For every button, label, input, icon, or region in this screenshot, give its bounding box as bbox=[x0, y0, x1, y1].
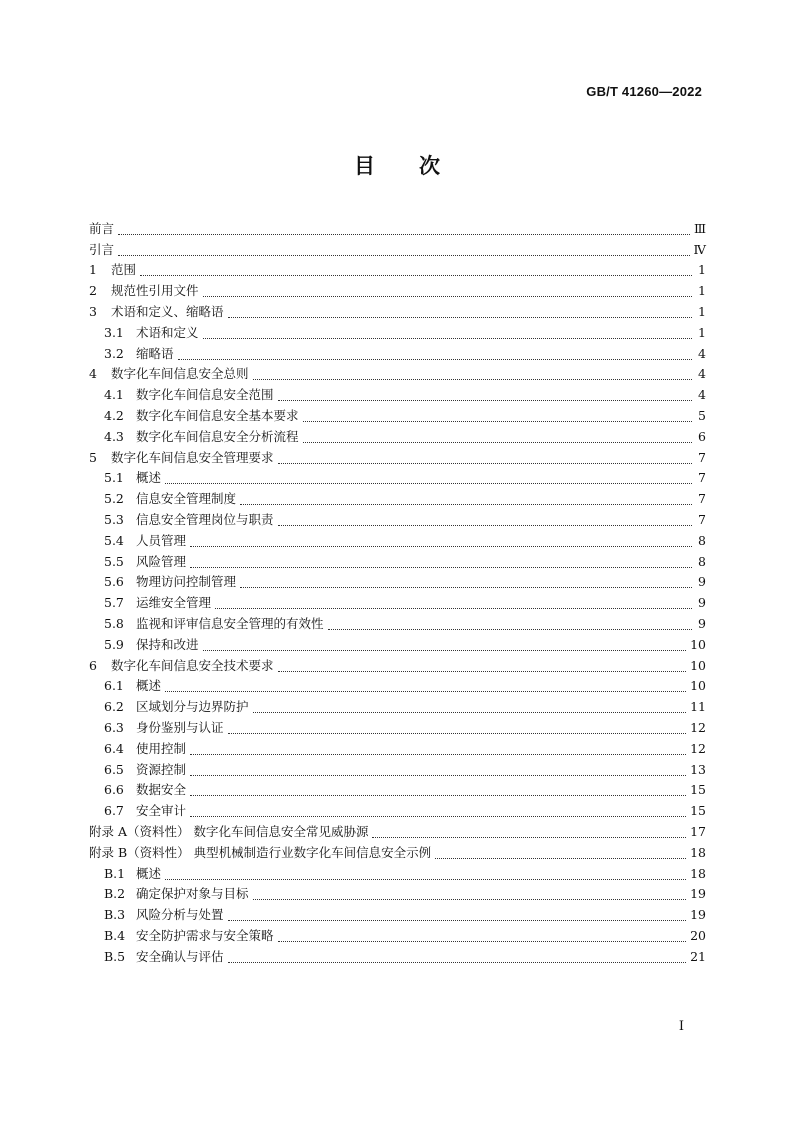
toc-entry-label: 风险分析与处置 bbox=[136, 907, 224, 923]
dot-leader bbox=[253, 711, 687, 713]
toc-entry[interactable] bbox=[89, 738, 706, 759]
toc-entry[interactable] bbox=[89, 364, 706, 385]
page-number: Ⅰ bbox=[678, 1019, 684, 1034]
dot-leader bbox=[372, 836, 686, 838]
dot-leader bbox=[278, 524, 692, 526]
toc-entry-number: 5.2 bbox=[104, 491, 124, 507]
dot-leader bbox=[178, 358, 692, 360]
toc-entry-number: B.1 bbox=[104, 865, 126, 881]
toc-entry-label: 附录 B（资料性） 典型机械制造行业数字化车间信息安全示例 bbox=[89, 844, 432, 860]
toc-entry[interactable] bbox=[89, 405, 706, 426]
toc-entry-number: 6.7 bbox=[104, 803, 124, 819]
toc-entry-page: 7 bbox=[698, 470, 706, 486]
toc-entry-number: 6 bbox=[89, 657, 97, 673]
toc-entry-page: 13 bbox=[690, 761, 706, 777]
toc-entry[interactable] bbox=[89, 946, 706, 967]
toc-entry-page: 9 bbox=[698, 574, 706, 590]
toc-entry-page: 19 bbox=[690, 886, 706, 902]
dot-leader bbox=[118, 254, 689, 256]
toc-entry-number: 5.4 bbox=[104, 532, 124, 548]
toc-entry[interactable] bbox=[89, 904, 706, 925]
toc-entry-number: B.4 bbox=[104, 927, 126, 943]
toc-entry-page: 4 bbox=[698, 345, 706, 361]
toc-entry-label: 安全确认与评估 bbox=[136, 948, 224, 964]
toc-entry-page: 10 bbox=[690, 657, 706, 673]
toc-entry-label: 术语和定义 bbox=[136, 324, 199, 340]
toc-entry-page: Ⅳ bbox=[693, 241, 706, 257]
toc-entry[interactable] bbox=[89, 343, 706, 364]
toc-entry[interactable] bbox=[89, 613, 706, 634]
toc-entry-label: 数字化车间信息安全总则 bbox=[111, 366, 249, 382]
toc-entry-label: 数据安全 bbox=[136, 782, 187, 798]
toc-entry-page: 1 bbox=[698, 303, 706, 319]
toc-entry[interactable] bbox=[89, 821, 706, 842]
toc-entry[interactable] bbox=[89, 530, 706, 551]
toc-entry-number: 6.5 bbox=[104, 761, 124, 777]
toc-entry-number: 5.9 bbox=[104, 636, 124, 652]
dot-leader bbox=[203, 295, 692, 297]
toc-entry[interactable] bbox=[89, 800, 706, 821]
toc-entry-number: 4.2 bbox=[104, 407, 124, 423]
toc-entry-label: 信息安全管理制度 bbox=[136, 491, 237, 507]
dot-leader bbox=[140, 274, 692, 276]
toc-entry-number: 2 bbox=[89, 283, 97, 299]
toc-entry[interactable] bbox=[89, 696, 706, 717]
toc-entry-page: 5 bbox=[698, 407, 706, 423]
dot-leader bbox=[190, 815, 686, 817]
toc-entry-page: 1 bbox=[698, 324, 706, 340]
toc-entry[interactable] bbox=[89, 884, 706, 905]
dot-leader bbox=[118, 233, 690, 235]
toc-entry-page: 12 bbox=[690, 740, 706, 756]
toc-entry-label: 人员管理 bbox=[136, 532, 187, 548]
toc-entry[interactable] bbox=[89, 239, 706, 260]
toc-entry[interactable] bbox=[89, 468, 706, 489]
toc-entry-page: 10 bbox=[690, 678, 706, 694]
toc-entry-page: 11 bbox=[690, 699, 706, 715]
toc-entry-label: 安全防护需求与安全策略 bbox=[136, 927, 274, 943]
toc-entry-number: 3.2 bbox=[104, 345, 124, 361]
toc-entry-page: 1 bbox=[698, 283, 706, 299]
toc-entry-label: 概述 bbox=[136, 470, 162, 486]
dot-leader bbox=[165, 690, 686, 692]
dot-leader bbox=[303, 420, 692, 422]
toc-entry-page: Ⅲ bbox=[693, 220, 706, 236]
toc-entry[interactable] bbox=[89, 592, 706, 613]
dot-leader bbox=[435, 857, 686, 859]
toc-entry-page: 7 bbox=[698, 491, 706, 507]
toc-entry-label: 信息安全管理岗位与职责 bbox=[136, 511, 274, 527]
toc-entry-page: 6 bbox=[698, 428, 706, 444]
toc-entry-page: 21 bbox=[690, 948, 706, 964]
toc-entry-number: B.5 bbox=[104, 948, 126, 964]
toc-entry-label: 安全审计 bbox=[136, 803, 187, 819]
toc-entry-page: 10 bbox=[690, 636, 706, 652]
toc-entry-page: 7 bbox=[698, 511, 706, 527]
table-of-contents bbox=[89, 218, 706, 967]
dot-leader bbox=[303, 441, 692, 443]
dot-leader bbox=[228, 961, 687, 963]
dot-leader bbox=[215, 607, 692, 609]
toc-entry-page: 9 bbox=[698, 615, 706, 631]
toc-entry[interactable] bbox=[89, 551, 706, 572]
page-title: 目次 bbox=[354, 154, 484, 178]
dot-leader bbox=[253, 378, 692, 380]
dot-leader bbox=[190, 774, 686, 776]
toc-entry-number: 5.5 bbox=[104, 553, 124, 569]
toc-entry[interactable] bbox=[89, 488, 706, 509]
dot-leader bbox=[228, 316, 692, 318]
toc-entry-number: 6.1 bbox=[104, 678, 124, 694]
toc-entry[interactable] bbox=[89, 925, 706, 946]
toc-entry-number: 6.3 bbox=[104, 719, 124, 735]
toc-entry-label: 概述 bbox=[136, 865, 162, 881]
toc-entry[interactable] bbox=[89, 759, 706, 780]
toc-entry-label: 数字化车间信息安全范围 bbox=[136, 387, 274, 403]
toc-entry[interactable] bbox=[89, 260, 706, 281]
dot-leader bbox=[240, 503, 692, 505]
toc-entry-number: 5.8 bbox=[104, 615, 124, 631]
toc-entry-number: 5.7 bbox=[104, 595, 124, 611]
toc-entry[interactable] bbox=[89, 863, 706, 884]
toc-entry[interactable] bbox=[89, 842, 706, 863]
toc-entry-page: 9 bbox=[698, 595, 706, 611]
toc-entry-label: 数字化车间信息安全分析流程 bbox=[136, 428, 299, 444]
toc-entry-number: 4.3 bbox=[104, 428, 124, 444]
toc-entry[interactable] bbox=[89, 384, 706, 405]
dot-leader bbox=[278, 462, 692, 464]
toc-entry-label: 物理访问控制管理 bbox=[136, 574, 237, 590]
toc-entry-number: 6.6 bbox=[104, 782, 124, 798]
toc-entry-label: 概述 bbox=[136, 678, 162, 694]
toc-entry-number: B.3 bbox=[104, 907, 126, 923]
toc-entry-page: 18 bbox=[690, 844, 706, 860]
toc-entry-label: 范围 bbox=[111, 262, 137, 278]
toc-entry-label: 身份鉴别与认证 bbox=[136, 719, 224, 735]
toc-entry-page: 1 bbox=[698, 262, 706, 278]
dot-leader bbox=[228, 919, 687, 921]
toc-entry-page: 18 bbox=[690, 865, 706, 881]
dot-leader bbox=[190, 794, 686, 796]
toc-entry[interactable] bbox=[89, 280, 706, 301]
toc-entry[interactable] bbox=[89, 218, 706, 239]
toc-entry-label: 数字化车间信息安全基本要求 bbox=[136, 407, 299, 423]
toc-entry[interactable] bbox=[89, 509, 706, 530]
dot-leader bbox=[190, 566, 692, 568]
toc-entry-label: 风险管理 bbox=[136, 553, 187, 569]
toc-entry[interactable] bbox=[89, 655, 706, 676]
toc-entry-number: 5.1 bbox=[104, 470, 124, 486]
toc-entry[interactable] bbox=[89, 322, 706, 343]
toc-entry[interactable] bbox=[89, 634, 706, 655]
toc-entry[interactable] bbox=[89, 447, 706, 468]
toc-entry-page: 7 bbox=[698, 449, 706, 465]
toc-entry-page: 8 bbox=[698, 532, 706, 548]
toc-entry-number: 3 bbox=[89, 303, 97, 319]
toc-entry-page: 15 bbox=[690, 782, 706, 798]
toc-entry-label: 使用控制 bbox=[136, 740, 187, 756]
toc-entry-label: 附录 A（资料性） 数字化车间信息安全常见威胁源 bbox=[89, 823, 369, 839]
toc-entry-page: 17 bbox=[690, 823, 706, 839]
toc-entry-label: 数字化车间信息安全技术要求 bbox=[111, 657, 274, 673]
toc-entry-label: 缩略语 bbox=[136, 345, 174, 361]
dot-leader bbox=[203, 649, 687, 651]
dot-leader bbox=[228, 732, 687, 734]
toc-entry-label: 资源控制 bbox=[136, 761, 187, 777]
toc-entry-label: 确定保护对象与目标 bbox=[136, 886, 249, 902]
toc-entry[interactable] bbox=[89, 676, 706, 697]
toc-entry-number: 4 bbox=[89, 366, 97, 382]
toc-entry-number: B.2 bbox=[104, 886, 126, 902]
dot-leader bbox=[278, 940, 687, 942]
dot-leader bbox=[240, 586, 692, 588]
toc-entry-page: 4 bbox=[698, 366, 706, 382]
dot-leader bbox=[165, 482, 692, 484]
toc-entry-number: 6.2 bbox=[104, 699, 124, 715]
toc-entry[interactable] bbox=[89, 572, 706, 593]
toc-entry-label: 监视和评审信息安全管理的有效性 bbox=[136, 615, 324, 631]
toc-entry-label: 数字化车间信息安全管理要求 bbox=[111, 449, 274, 465]
dot-leader bbox=[278, 399, 692, 401]
toc-entry-label: 区域划分与边界防护 bbox=[136, 699, 249, 715]
toc-entry-number: 1 bbox=[89, 262, 97, 278]
toc-entry-label: 保持和改进 bbox=[136, 636, 199, 652]
toc-entry-page: 15 bbox=[690, 803, 706, 819]
toc-entry-number: 5.3 bbox=[104, 511, 124, 527]
toc-entry-number: 3.1 bbox=[104, 324, 124, 340]
standard-code: GB/T 41260—2022 bbox=[586, 84, 702, 99]
toc-entry-label: 术语和定义、缩略语 bbox=[111, 303, 224, 319]
toc-entry-number: 6.4 bbox=[104, 740, 124, 756]
dot-leader bbox=[203, 337, 692, 339]
toc-entry-number: 5 bbox=[89, 449, 97, 465]
toc-entry-page: 19 bbox=[690, 907, 706, 923]
toc-entry-page: 12 bbox=[690, 719, 706, 735]
toc-entry-page: 8 bbox=[698, 553, 706, 569]
toc-entry-number: 4.1 bbox=[104, 387, 124, 403]
toc-entry[interactable] bbox=[89, 717, 706, 738]
dot-leader bbox=[253, 898, 687, 900]
toc-entry-label: 规范性引用文件 bbox=[111, 283, 199, 299]
dot-leader bbox=[278, 670, 687, 672]
dot-leader bbox=[190, 753, 686, 755]
toc-entry[interactable] bbox=[89, 426, 706, 447]
toc-entry[interactable] bbox=[89, 301, 706, 322]
toc-entry-label: 运维安全管理 bbox=[136, 595, 212, 611]
toc-entry-page: 20 bbox=[690, 927, 706, 943]
toc-entry-label: 引言 bbox=[89, 241, 115, 257]
toc-entry-page: 4 bbox=[698, 387, 706, 403]
dot-leader bbox=[328, 628, 692, 630]
toc-entry-number: 5.6 bbox=[104, 574, 124, 590]
toc-entry-label: 前言 bbox=[89, 220, 115, 236]
toc-entry[interactable] bbox=[89, 780, 706, 801]
dot-leader bbox=[190, 545, 692, 547]
dot-leader bbox=[165, 878, 686, 880]
